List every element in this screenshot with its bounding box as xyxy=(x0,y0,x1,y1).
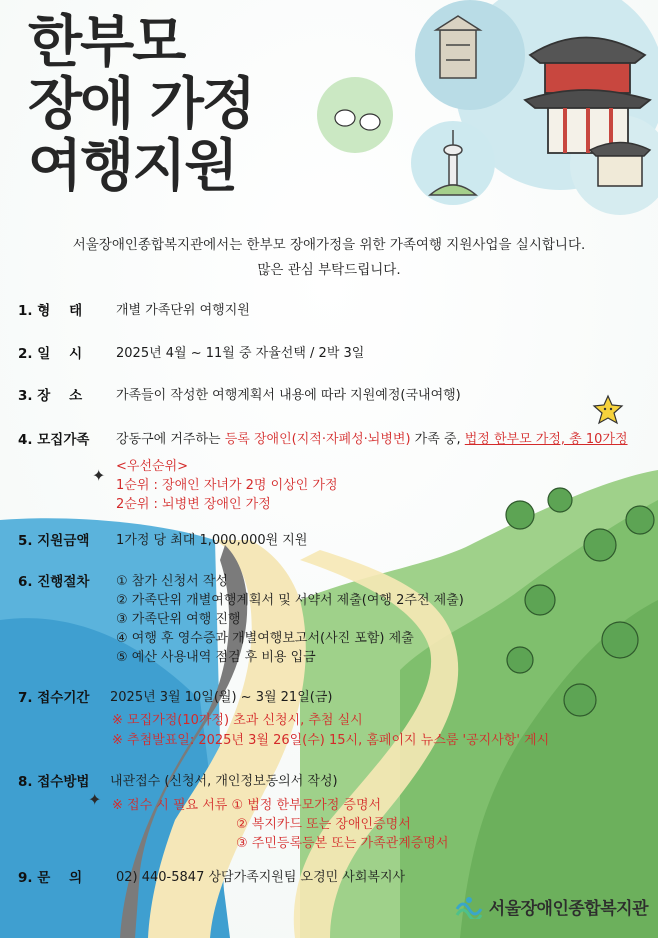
recruit-text-c: 가족 중, xyxy=(410,432,465,447)
item-number: 8. xyxy=(18,774,33,790)
method-note-2: ② 복지카드 또는 장애인증명서 xyxy=(236,817,411,832)
item-value: 1가정 당 최대 1,000,000원 지원 xyxy=(116,533,308,548)
recruit-text-a: 강동구에 거주하는 xyxy=(116,432,225,447)
item-number: 7. xyxy=(18,690,33,706)
tower-icon xyxy=(436,16,480,78)
item-label: 접수방법 xyxy=(37,774,90,790)
sparkle-icon: ✦ xyxy=(88,790,102,809)
procedure-step-4: ④ 여행 후 영수증과 개별여행보고서(사진 포함) 제출 xyxy=(116,631,414,646)
item-label: 장 소 xyxy=(37,388,83,404)
priority-2: 2순위 : 뇌병변 장애인 가정 xyxy=(116,497,271,512)
title-line-2: 장애 가정 xyxy=(28,72,254,137)
item-number: 6. xyxy=(18,574,33,590)
item-number: 2. xyxy=(18,346,33,362)
procedure-step-1: ① 참가 신청서 작성 xyxy=(116,574,228,589)
sparkle-icon: ✦ xyxy=(92,466,106,485)
item-label: 지원금액 xyxy=(37,533,90,549)
item-number: 9. xyxy=(18,870,33,886)
intro-line-2: 많은 관심 부탁드립니다. xyxy=(257,262,401,278)
recruit-single-parent: 법정 한부모 가정, 총 10가정 xyxy=(464,432,628,447)
item-label: 형 태 xyxy=(37,303,83,319)
priority-title: <우선순위> xyxy=(116,459,189,474)
item-value: 2025년 3월 10일(월) ~ 3월 21일(금) xyxy=(110,690,333,705)
procedure-step-3: ③ 가족단위 여행 진행 xyxy=(116,612,241,627)
item-value: 개별 가족단위 여행지원 xyxy=(116,303,250,318)
priority-1: 1순위 : 장애인 자녀가 2명 이상인 가정 xyxy=(116,478,338,493)
item-value: 02) 440-5847 상담가족지원팀 오경민 사회복지사 xyxy=(116,870,406,885)
organization-logo xyxy=(455,894,648,919)
item-label: 모집가족 xyxy=(37,432,90,448)
item-value: 내관접수 (신청서, 개인정보동의서 작성) xyxy=(110,774,338,789)
item-label: 진행절차 xyxy=(37,574,90,590)
method-note-3: ③ 주민등록등본 또는 가족관계증명서 xyxy=(236,836,449,851)
period-note-1: ※ 모집가정(10가정) 초과 신청시, 추첨 실시 xyxy=(112,713,363,728)
item-number: 5. xyxy=(18,533,33,549)
method-note-1: ※ 접수 시 필요 서류 ① 법정 한부모가정 증명서 xyxy=(112,798,382,813)
item-label: 문 의 xyxy=(37,870,83,886)
title-line-3: 여행지원 xyxy=(28,134,237,199)
organization-name: 서울장애인종합복지관 xyxy=(488,899,648,919)
item-value xyxy=(116,428,628,447)
item-value: 가족들이 작성한 여행계획서 내용에 따라 지원예정(국내여행) xyxy=(116,388,461,403)
star-icon xyxy=(592,394,624,426)
item-number: 4. xyxy=(18,432,33,448)
poster-title xyxy=(28,12,254,198)
item-value: 2025년 4월 ~ 11월 중 자율선택 / 2박 3일 xyxy=(116,346,365,361)
hanok-icon xyxy=(590,143,650,187)
title-line-1: 한부모 xyxy=(28,10,185,75)
period-note-2: ※ 추첨발표일: 2025년 3월 26일(수) 15시, 홈페이지 뉴스룸 '공지사항' 게시 xyxy=(112,733,550,748)
item-number: 1. xyxy=(18,303,33,319)
organization-logo-icon xyxy=(455,895,483,919)
intro-line-1: 서울장애인종합복지관에서는 한부모 장애가정을 위한 가족여행 지원사업을 실시합니다. xyxy=(72,237,586,253)
procedure-step-2: ② 가족단위 개별여행계획서 및 서약서 제출(여행 2주전 제출) xyxy=(116,593,464,608)
procedure-step-5: ⑤ 예산 사용내역 점검 후 비용 입금 xyxy=(116,650,316,665)
item-label: 접수기간 xyxy=(37,690,90,706)
item-label: 일 시 xyxy=(37,346,83,362)
item-number: 3. xyxy=(18,388,33,404)
recruit-disability-types: 등록 장애인(지적·자폐성·뇌병변) xyxy=(224,432,411,447)
